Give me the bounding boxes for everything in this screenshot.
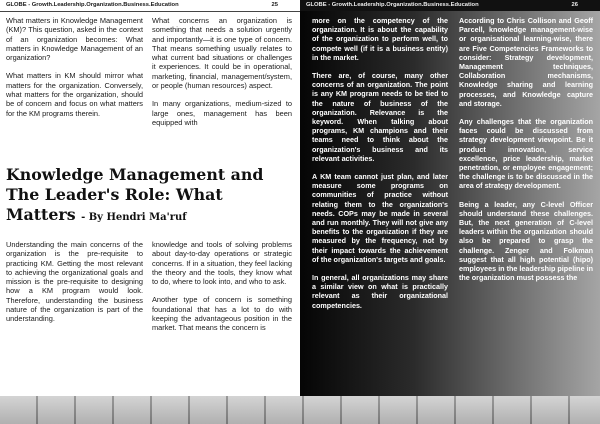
article-headline [6, 165, 296, 228]
paragraph: What matters in KM should mirror what matters for the organization. Conversely, what matters for the organization, should be of concern and focus on what matters for the KM programs therein. [6, 71, 143, 118]
paragraph: In general, all organizations may share a similar view on what is practically relevant as their organizational competencies. [312, 273, 448, 310]
paragraph: Understanding the main concerns of the organization is the pre-requisite to practicing KM. Getting the most relevant to achieving the organizational goals and mission is the pre-requisite to designing how a KM program would look. Therefore, understanding the business nature of the organization is part of the understanding. [6, 240, 143, 324]
right-page [300, 0, 600, 396]
paragraph: more on the competency of the organization. It is about the capability of the organization to perform well, to compete well (if it is a business entity) in the market. [312, 16, 448, 62]
left-column-2-bottom [152, 240, 292, 342]
stone-texture-banner [0, 396, 600, 424]
paragraph: In many organizations, medium-sized to large ones, management has been equipped with [152, 99, 292, 127]
right-column-1 [312, 16, 448, 319]
page-number: 26 [571, 2, 578, 8]
left-page [0, 0, 300, 396]
paragraph: Another type of concern is something foundational that has a lot to do with keeping the advantageous position in the market. That means the concern is [152, 295, 292, 333]
left-column-2-top [152, 16, 292, 136]
magazine-title: GLOBE - Growth.Leadership.Organization.Business.Education [306, 2, 479, 8]
left-column-1-bottom [6, 240, 143, 333]
page-number: 25 [271, 2, 278, 8]
paragraph: According to Chris Collison and Geoff Parcell, knowledge management-wise or organisational learning-wise, there are Five Competencies Frameworks to consider: Strategy development, Management techniques, Collaboration mechanisms, Knowledge sharing and learning processes, and Knowledge capture and storage. [459, 16, 593, 108]
paragraph: What matters in Knowledge Management (KM)? This question, asked in the context of an organization becomes: What matters in Knowledge Management of an organization? [6, 16, 143, 63]
left-column-1-top [6, 16, 143, 127]
right-page-header [300, 0, 600, 11]
magazine-title: GLOBE - Growth.Leadership.Organization.Business.Education [6, 2, 179, 8]
paragraph: Any challenges that the organization faces could be discussed from strategy development viewpoint. Be it product innovation, service excellence, price leadership, market penetration, or employee engagement; the challenge is to be discussed in the area of strategy development. [459, 117, 593, 191]
left-page-header [0, 0, 300, 12]
byline: - By Hendri Ma'ruf [81, 212, 187, 223]
right-column-2 [459, 16, 593, 291]
headline-text: Knowledge Management and The Leader's Role: What Matters [6, 165, 264, 224]
paragraph: What concerns an organization is something that needs a solution urgently and importantly—it is one type of concern. That means something usually relates to what current bad situations or challenges it experiences. It could be in operational, marketing, financial, management/system, or people (human resources) aspect. [152, 16, 292, 91]
paragraph: knowledge and tools of solving problems about day-to-day operations or strategic concerns. If in a situation, they feel lacking the theory and the tools, they know what to do, where to look into, and who to ask. [152, 240, 292, 287]
paragraph: Being a leader, any C-level Officer should understand these challenges. But, the next generation of C-level leaders within the organization should also be prepared to grasp the challenge. Zenger and Folkman suggest that all high potential (hipo) employees in the leadership pipeline in the organization must possess the [459, 199, 593, 283]
paragraph: There are, of course, many other concerns of an organization. The point is any KM program needs to be tied to the nature of business of the organization. Relevance is the keyword. When talking about programs, KM champions and their teams need to think about the organization's business and its relevant activities. [312, 71, 448, 163]
paragraph: A KM team cannot just plan, and later measure some programs on communities of practice without relating them to the organization's needs. COPs may be made in several and run monthly. They will not give any benefits to the organization if they are measured by the frequency, not by their impact towards the achievement of the organization's targets and goals. [312, 172, 448, 264]
